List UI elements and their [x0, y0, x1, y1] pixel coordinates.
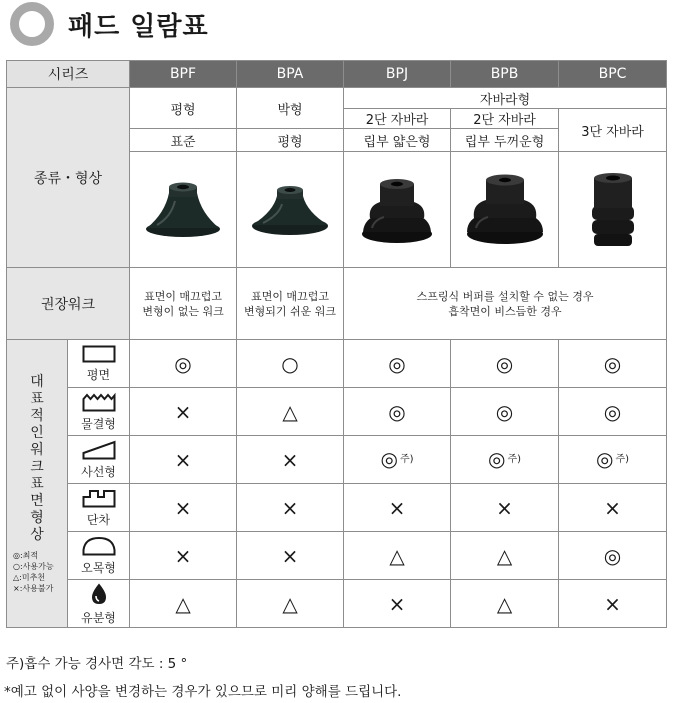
corrugated-bpf: × — [130, 388, 237, 436]
bpc-type: 3단 자바라 — [559, 109, 667, 152]
bellows-workpiece-line-1: 스프링식 버퍼를 설치할 수 없는 경우 — [416, 289, 594, 303]
bellows-group-label: 자바라형 — [344, 88, 667, 109]
inclined-bpj-cell — [344, 436, 451, 484]
footnote-spec-change: *예고 없이 사양을 변경하는 경우가 있으므로 미리 양해를 드립니다. — [4, 684, 402, 700]
series-bpf: BPF — [130, 61, 237, 88]
oily-bpc: × — [559, 580, 667, 628]
stepped-bpa: × — [237, 484, 344, 532]
surface-inclined-label: 사선형 — [81, 464, 116, 479]
bpj-subtype: 립부 얇은형 — [344, 129, 451, 152]
inclined-bpf: × — [130, 436, 237, 484]
inclined-bpc-note: 주) — [615, 454, 630, 466]
footnote-slope-angle: 주)흡수 가능 경사면 각도 : 5 ° — [6, 656, 188, 672]
bpf-workpiece-line-1: 표면이 매끄럽고 — [144, 289, 222, 303]
surface-row-corrugated — [7, 388, 667, 436]
surface-row-inclined — [7, 436, 667, 484]
surface-inclined-cell — [68, 436, 130, 484]
oily-bpb: △ — [451, 580, 559, 628]
surface-oily-cell — [68, 580, 130, 628]
type-shape-label: 종류・형상 — [7, 88, 130, 268]
legend-unusable: ×:사용불가 — [13, 583, 54, 593]
bpa-type: 박형 — [237, 88, 344, 129]
convex-bpj: △ — [344, 532, 451, 580]
surface-stepped-label: 단차 — [86, 512, 111, 527]
bpa-subtype: 평형 — [237, 129, 344, 152]
surface-row-convex — [7, 532, 667, 580]
page-header — [10, 4, 209, 44]
type-row-1 — [7, 88, 667, 109]
inclined-bpc: ◎ — [596, 446, 614, 471]
bpa-workpiece-line-1: 표면이 매끄럽고 — [251, 289, 329, 303]
oily-bpj: × — [344, 580, 451, 628]
surface-shape-label: 대표적인워크표면형상 — [30, 373, 44, 543]
oily-surface-icon — [88, 582, 110, 606]
surface-stepped-cell — [68, 484, 130, 532]
bpc-pad-image — [559, 152, 667, 268]
corrugated-bpa: △ — [237, 388, 344, 436]
surface-shape-label-cell — [7, 340, 68, 628]
bpf-subtype: 표준 — [130, 129, 237, 152]
stepped-bpc: × — [559, 484, 667, 532]
surface-row-oily — [7, 580, 667, 628]
workpiece-row — [7, 268, 667, 340]
page-title: 패드 일람표 — [68, 11, 209, 42]
surface-corrugated-label: 물결형 — [81, 416, 116, 431]
bpj-type: 2단 자바라 — [344, 109, 451, 129]
convex-bpc: ◎ — [559, 532, 667, 580]
convex-bpf: × — [130, 532, 237, 580]
pad-list-table — [6, 60, 667, 628]
surface-convex-cell — [68, 532, 130, 580]
inclined-bpb-cell — [451, 436, 559, 484]
series-bpb: BPB — [451, 61, 559, 88]
inclined-bpb: ◎ — [488, 446, 506, 471]
bpa-workpiece — [237, 268, 344, 340]
corrugated-bpc: ◎ — [559, 388, 667, 436]
bpf-pad-image — [130, 152, 237, 268]
bpa-workpiece-line-2: 변형되기 쉬운 워크 — [244, 304, 337, 318]
bpb-type: 2단 자바라 — [451, 109, 559, 129]
legend-optimal: ◎:최적 — [13, 550, 39, 560]
surface-flat-cell — [68, 340, 130, 388]
flat-bpb: ◎ — [451, 340, 559, 388]
bellows-workpiece — [344, 268, 667, 340]
flat-bpc: ◎ — [559, 340, 667, 388]
bpj-pad-image — [344, 152, 451, 268]
surface-row-stepped — [7, 484, 667, 532]
convex-bpa: × — [237, 532, 344, 580]
oily-bpa: △ — [237, 580, 344, 628]
inclined-bpj: ◎ — [380, 446, 398, 471]
corrugated-bpj: ◎ — [344, 388, 451, 436]
surface-row-flat — [7, 340, 667, 388]
surface-flat-label: 평면 — [86, 367, 111, 382]
stepped-bpf: × — [130, 484, 237, 532]
series-bpc: BPC — [559, 61, 667, 88]
series-label: 시리즈 — [7, 61, 130, 88]
corrugated-surface-icon — [82, 392, 116, 412]
inclined-bpb-note: 주) — [507, 454, 522, 466]
surface-convex-label: 오목형 — [81, 560, 116, 575]
bpb-subtype: 립부 두꺼운형 — [451, 129, 559, 152]
legend-not-recommended: △:미추천 — [13, 572, 46, 582]
surface-corrugated-cell — [68, 388, 130, 436]
inclined-bpa: × — [237, 436, 344, 484]
flat-bpa: ○ — [237, 340, 344, 388]
convex-surface-icon — [82, 536, 116, 556]
oily-bpf: △ — [130, 580, 237, 628]
flat-bpf: ◎ — [130, 340, 237, 388]
inclined-bpc-cell — [559, 436, 667, 484]
flat-surface-icon — [82, 345, 116, 363]
bpf-workpiece — [130, 268, 237, 340]
series-bpj: BPJ — [344, 61, 451, 88]
legend-usable: ○:사용가능 — [13, 561, 54, 571]
bellows-workpiece-line-2: 흡착면이 비스듬한 경우 — [448, 304, 562, 318]
symbol-legend — [7, 550, 67, 594]
bpb-pad-image — [451, 152, 559, 268]
inclined-surface-icon — [82, 440, 116, 460]
stepped-surface-icon — [82, 488, 116, 508]
stepped-bpb: × — [451, 484, 559, 532]
title-ring-icon — [10, 2, 54, 46]
stepped-bpj: × — [344, 484, 451, 532]
corrugated-bpb: ◎ — [451, 388, 559, 436]
bpf-type: 평형 — [130, 88, 237, 129]
convex-bpb: △ — [451, 532, 559, 580]
flat-bpj: ◎ — [344, 340, 451, 388]
surface-oily-label: 유분형 — [81, 610, 116, 625]
inclined-bpj-note: 주) — [399, 454, 414, 466]
bpa-pad-image — [237, 152, 344, 268]
bpf-workpiece-line-2: 변형이 없는 워크 — [142, 304, 224, 318]
workpiece-label: 권장워크 — [7, 268, 130, 340]
series-header-row — [7, 61, 667, 88]
series-bpa: BPA — [237, 61, 344, 88]
